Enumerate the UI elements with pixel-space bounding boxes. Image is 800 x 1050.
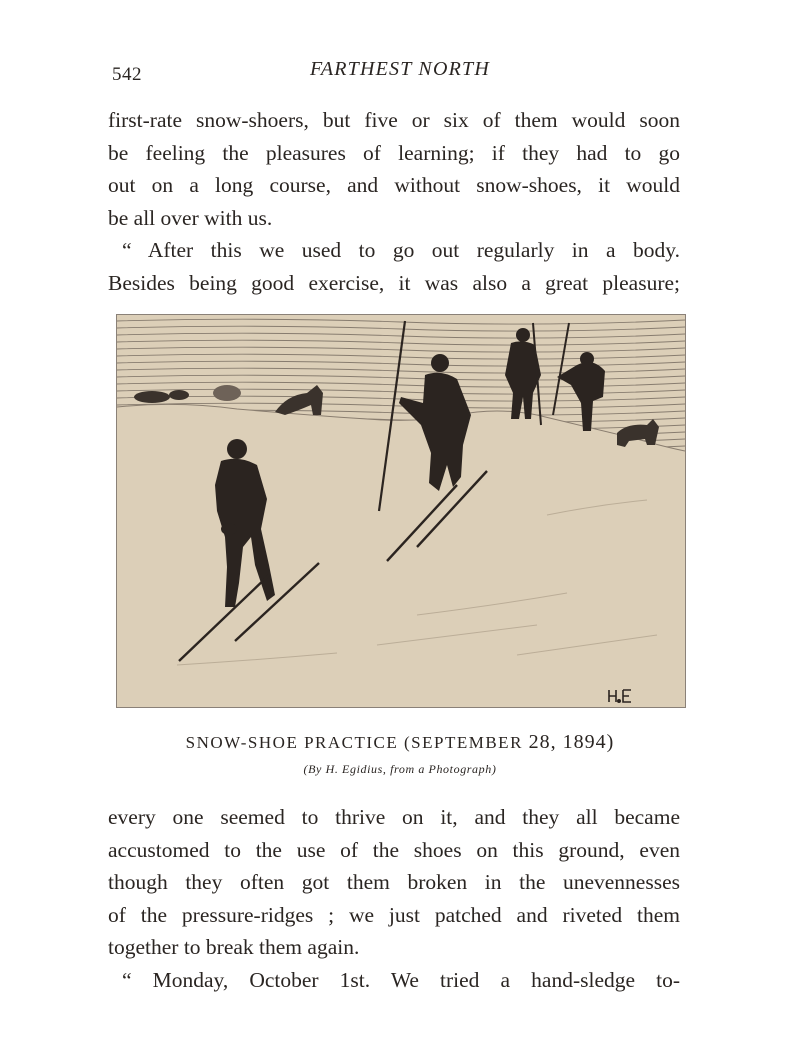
text-line: accustomed to the use of the shoes on this ground, even	[108, 837, 680, 862]
text-line: Besides being good exercise, it was also a great pleasure;	[108, 270, 680, 295]
snow-shoe-engraving	[117, 315, 685, 707]
text-line: first-rate snow-shoers, but five or six of them would soon	[108, 108, 680, 132]
text-line: though they often got them broken in the unevennesses	[108, 870, 680, 894]
running-head	[0, 58, 800, 88]
text-line: out on a long course, and without snow-shoes, it would	[108, 173, 680, 197]
snow-ridge	[117, 404, 685, 707]
figure-caption	[0, 731, 800, 754]
text-line: of the pressure-ridges ; we just patched and riveted them	[108, 902, 680, 927]
text-line: “ After this we used to go out regularly in a body.	[122, 238, 680, 262]
body-text-top	[108, 104, 680, 299]
text-line: “ Monday, October 1st. We tried a hand-sledge to-	[122, 967, 680, 992]
page-number: 542	[112, 64, 142, 85]
text-line: be feeling the pleasures of learning; if they had to go	[108, 140, 680, 165]
caption-text: SNOW-SHOE PRACTICE (SEPTEMBER	[185, 733, 523, 752]
text-line: be all over with us.	[108, 205, 273, 230]
illustration-plate	[116, 314, 686, 708]
text-line: together to break them again.	[108, 935, 360, 959]
figure-credit: (By H. Egidius, from a Photograph)	[303, 762, 497, 776]
body-text-bottom	[108, 801, 680, 996]
running-title: FARTHEST NORTH	[310, 58, 490, 80]
caption-date: 28, 1894)	[528, 731, 615, 753]
text-line: every one seemed to thrive on it, and they all became	[108, 805, 680, 829]
